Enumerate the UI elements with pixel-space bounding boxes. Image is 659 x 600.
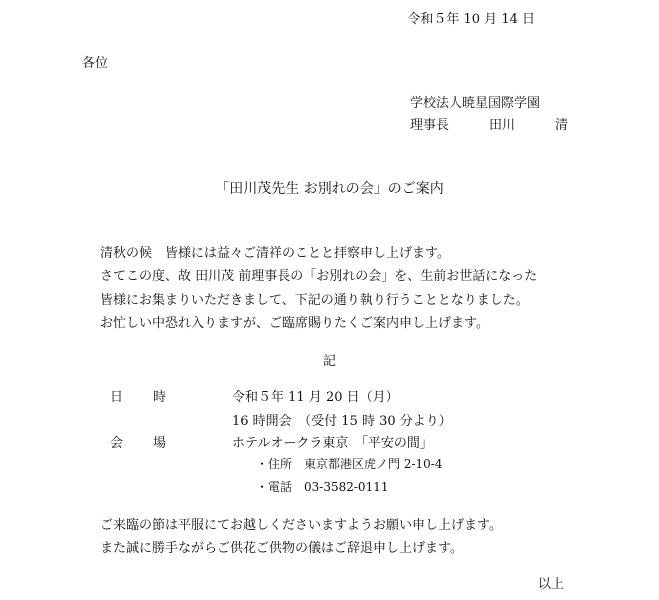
datetime-label (110, 386, 166, 405)
datetime-label-char-2: 時 (153, 390, 167, 405)
addressee: 各位 (82, 56, 109, 71)
date-value: 令和５年 11 月 20 日（月） (232, 390, 399, 405)
ki-heading: 記 (322, 354, 336, 369)
venue-label (110, 432, 166, 451)
sender-organization: 学校法人暁星国際学園 (410, 96, 541, 111)
body-line: 皆様にお集まりいただきまして、下記の通り執り行うこととなりました。 (100, 293, 529, 308)
venue-label-char-1: 会 (110, 436, 124, 451)
venue-value: ホテルオークラ東京 「平安の間」 (232, 436, 433, 451)
address-row (256, 455, 442, 472)
time-value: 16 時開会 （受付 15 時 30 分より） (232, 414, 452, 429)
body-line: 清秋の候 皆様には益々ご清祥のことと拝察申し上げます。 (100, 246, 450, 261)
closing-note: ご来臨の節は平服にてお越しくださいますようお願い申し上げます。 (100, 518, 502, 533)
body-line: お忙しい中恐れ入りますが、ご臨席賜りたくご案内申し上げます。 (100, 316, 489, 331)
address-value: 東京都港区虎ノ門 2-10-4 (304, 457, 443, 471)
venue-label-char-2: 場 (153, 436, 167, 451)
phone-row (256, 478, 388, 495)
phone-label: ・電話 (256, 480, 293, 494)
address-label: ・住所 (256, 457, 293, 471)
document-date: 令和５年 10 月 14 日 (407, 12, 535, 27)
document-title: 「田川茂先生 お別れの会」のご案内 (215, 181, 444, 197)
body-line: さてこの度、故 田川茂 前理事長の「お別れの会」を、生前お世話になった (100, 269, 538, 284)
signer-surname: 田川 (489, 118, 516, 133)
signer-given-name: 清 (555, 118, 569, 133)
closing-ijou: 以上 (538, 577, 565, 592)
datetime-label-char-1: 日 (110, 390, 124, 405)
closing-note: また誠に勝手ながらご供花ご供物の儀はご辞退申し上げます。 (100, 541, 463, 556)
phone-value: 03-3582-0111 (304, 480, 389, 494)
sender-signature (410, 114, 568, 133)
signer-title: 理事長 (410, 118, 450, 133)
